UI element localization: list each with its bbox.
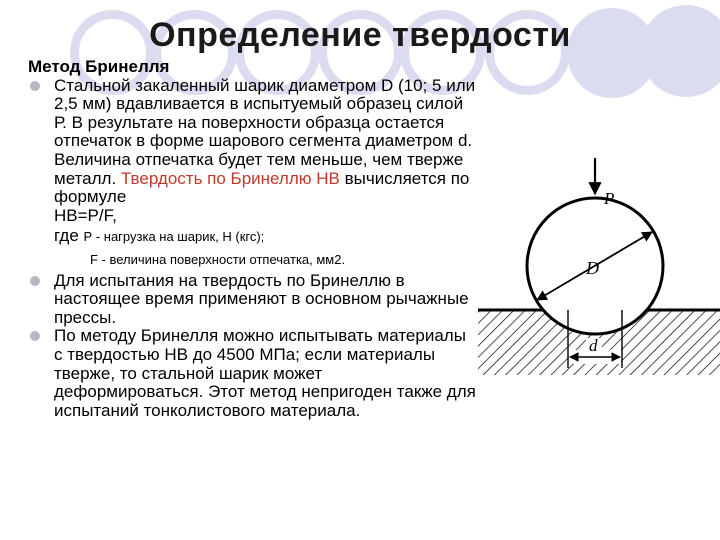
label-D: D	[586, 258, 599, 278]
note-prefix: где	[54, 226, 84, 246]
method-subtitle: Метод Бринелля	[28, 57, 170, 76]
formula: НВ=P/F,	[54, 205, 117, 225]
formula-note-p	[28, 227, 476, 247]
brinell-diagram	[470, 150, 720, 375]
bullet-3-text: По методу Бринелля можно испытывать материалы с твердостью НВ до 4500 МПа; если материалы тверже, то стальной шарик может деформироваться. Этот метод непригоден также для испытаний тонколистового материала.	[54, 326, 476, 420]
bullet-item-3	[28, 327, 476, 420]
note-p-text: Р - нагрузка на шарик, Н (кгс);	[83, 229, 265, 245]
bullet-dot	[30, 276, 40, 286]
bullet-1-text-a: Стальной закаленный шарик диаметром D (10; 5 или 2,5 мм) вдавливается в испытуемый образец силой Р. В результате на поверхности образца остается отпечаток в форме шарового сегмента диаметром d. Величина отпечатка будет тем меньше, чем тверже металл.	[54, 75, 476, 188]
label-d: d	[589, 336, 598, 355]
bullet-1-highlight: Твердость по Бринеллю НВ	[120, 168, 340, 188]
bullet-dot	[30, 81, 40, 91]
bullet-dot	[30, 331, 40, 341]
slide-title: Определение твердости	[149, 16, 571, 54]
formula-note-f: F - величина поверхности отпечатка, мм2.	[90, 251, 346, 267]
bullet-2-text: Для испытания на твердость по Бринеллю в настоящее время применяют в основном рычажные прессы.	[54, 270, 469, 327]
bullet-item-2	[28, 272, 476, 328]
bullet-item-1	[28, 77, 476, 226]
slide-content	[28, 58, 476, 420]
label-P: P	[604, 189, 615, 208]
bullet-1-text-b: вычисляется по формуле	[54, 168, 470, 207]
